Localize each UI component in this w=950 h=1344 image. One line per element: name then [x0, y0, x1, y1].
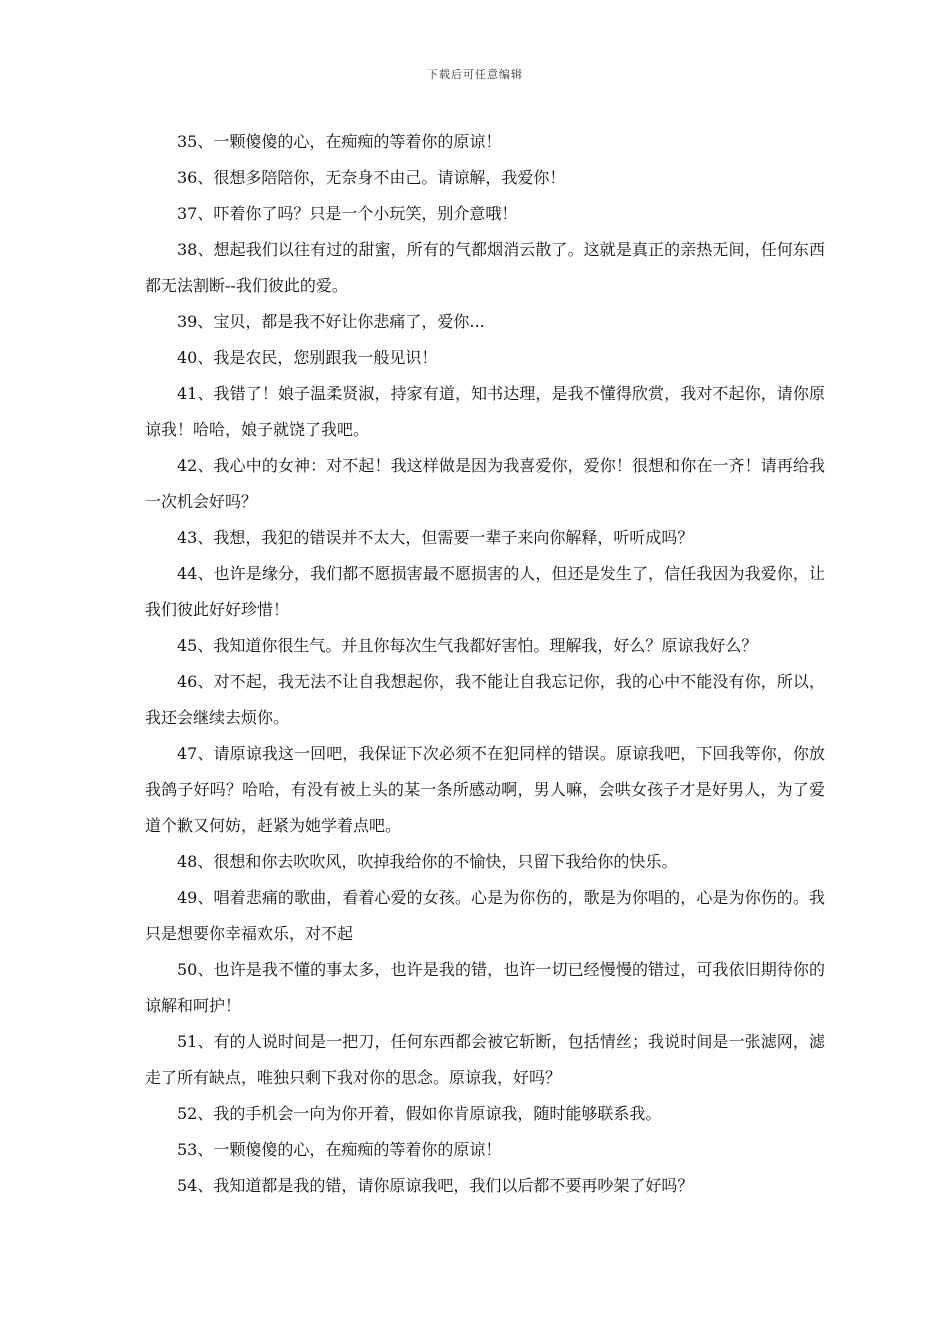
paragraph-35: 35、一颗傻傻的心，在痴痴的等着你的原谅！: [177, 132, 502, 151]
paragraph-48: 48、很想和你去吹吹风，吹掉我给你的不愉快，只留下我给你的快乐。: [177, 852, 678, 871]
paragraph-37: 37、吓着你了吗？只是一个小玩笑，别介意哦！: [177, 204, 518, 223]
paragraph-49: 49、唱着悲痛的歌曲，看着心爱的女孩。心是为你伤的，歌是为你唱的，心是为你伤的。我只是想要你幸福欢乐，对不起: [145, 888, 825, 943]
paragraph-41: 41、我错了！娘子温柔贤淑，持家有道，知书达理，是我不懂得欣赏，我对不起你，请你原谅我！哈哈，娘子就饶了我吧。: [145, 384, 825, 439]
paragraph-44: 44、也许是缘分，我们都不愿损害最不愿损害的人，但还是发生了，信任我因为我爱你，让我们彼此好好珍惜！: [145, 564, 825, 619]
paragraph-52: 52、我的手机会一向为你开着，假如你肯原谅我，随时能够联系我。: [177, 1104, 662, 1123]
paragraph-50: 50、也许是我不懂的事太多，也许是我的错，也许一切已经慢慢的错过，可我依旧期待你的谅解和呵护！: [145, 960, 825, 1015]
paragraph-51: 51、有的人说时间是一把刀，任何东西都会被它斩断，包括情丝；我说时间是一张滤网，滤走了所有缺点，唯独只剩下我对你的思念。原谅我，好吗？: [145, 1032, 825, 1087]
paragraph-45: 45、我知道你很生气。并且你每次生气我都好害怕。理解我，好么？原谅我好么？: [177, 636, 758, 655]
paragraph-36: 36、很想多陪陪你，无奈身不由己。请谅解，我爱你！: [177, 168, 566, 187]
paragraph-54: 54、我知道都是我的错，请你原谅我吧，我们以后都不要再吵架了好吗？: [177, 1176, 694, 1195]
paragraph-43: 43、我想，我犯的错误并不太大，但需要一辈子来向你解释，听听成吗？: [177, 528, 694, 547]
paragraph-39: 39、宝贝，都是我不好让你悲痛了，爱你...: [177, 312, 485, 331]
paragraph-46: 46、对不起，我无法不让自我想起你，我不能让自我忘记你，我的心中不能没有你，所以，我还会继续去烦你。: [145, 672, 825, 727]
paragraph-38: 38、想起我们以往有过的甜蜜，所有的气都烟消云散了。这就是真正的亲热无间，任何东西都无法割断--我们彼此的爱。: [145, 240, 825, 295]
document-body: [145, 124, 825, 1204]
paragraph-42: 42、我心中的女神：对不起！我这样做是因为我喜爱你，爱你！很想和你在一齐！请再给我一次机会好吗？: [145, 456, 825, 511]
paragraph-53: 53、一颗傻傻的心，在痴痴的等着你的原谅！: [177, 1140, 502, 1159]
paragraph-40: 40、我是农民，您别跟我一般见识！: [177, 348, 438, 367]
page-header: 下载后可任意编辑: [427, 68, 523, 81]
paragraph-47: 47、请原谅我这一回吧，我保证下次必须不在犯同样的错误。原谅我吧，下回我等你，你放我鸽子好吗？哈哈，有没有被上头的某一条所感动啊，男人嘛，会哄女孩子才是好男人，为了爱道个歉又何妨，赶紧为她学着点吧。: [145, 744, 825, 835]
